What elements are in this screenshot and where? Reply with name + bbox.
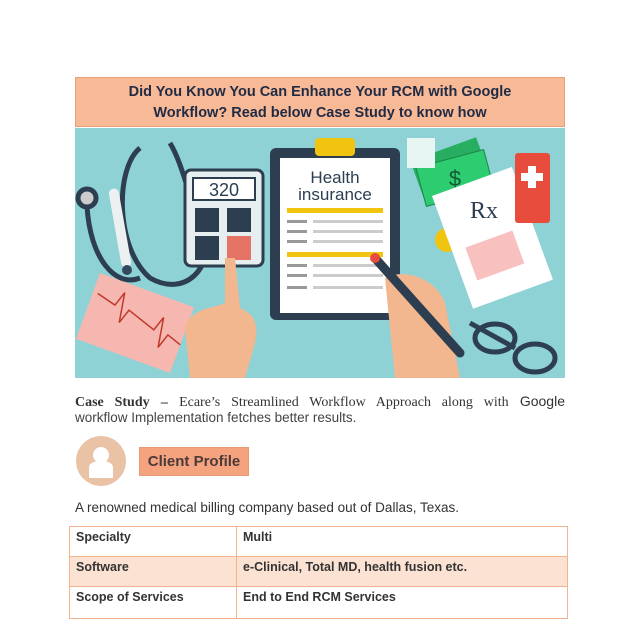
case-study-text-google: Google (519, 393, 565, 409)
table-row (70, 557, 568, 587)
thermometer-icon (108, 188, 132, 275)
client-intro-text: A renowned medical billing company based out of Dallas, Texas. (75, 500, 459, 515)
row-value: e-Clinical, Total MD, health fusion etc. (237, 557, 568, 587)
row-label: Software (70, 557, 237, 587)
case-study-label: Case Study (75, 395, 150, 410)
svg-text:320: 320 (208, 180, 240, 200)
calculator-icon (185, 170, 263, 266)
case-study-line-2: workflow Implementation fetches better results. (75, 410, 357, 425)
case-study-text: Ecare’s Streamlined Workflow Approach along with (179, 395, 509, 410)
health-insurance-illustration (75, 128, 565, 378)
ecg-paper-icon (76, 273, 194, 373)
client-profile-table (69, 526, 568, 619)
glasses-icon (470, 323, 555, 372)
headline-banner (75, 77, 565, 127)
clipboard-icon (270, 138, 400, 320)
case-study-paragraph (75, 392, 565, 412)
row-value: End to End RCM Services (237, 587, 568, 619)
table-row (70, 527, 568, 557)
client-profile-heading: Client Profile (139, 447, 249, 476)
headline-line-1: Did You Know You Can Enhance Your RCM with Google (128, 84, 512, 100)
case-study-dash: – (160, 395, 168, 410)
row-label: Specialty (70, 527, 237, 557)
svg-text:Health: Health (310, 168, 360, 187)
svg-text:insurance: insurance (298, 185, 372, 204)
row-value: Multi (237, 527, 568, 557)
row-label: Scope of Services (70, 587, 237, 619)
table-row (70, 587, 568, 619)
headline-line-2: Workflow? Read below Case Study to know how (153, 105, 487, 121)
hand-icon (385, 274, 460, 378)
svg-text:$: $ (448, 166, 462, 191)
svg-text:Rx: Rx (470, 198, 499, 224)
user-avatar-icon (76, 436, 126, 486)
